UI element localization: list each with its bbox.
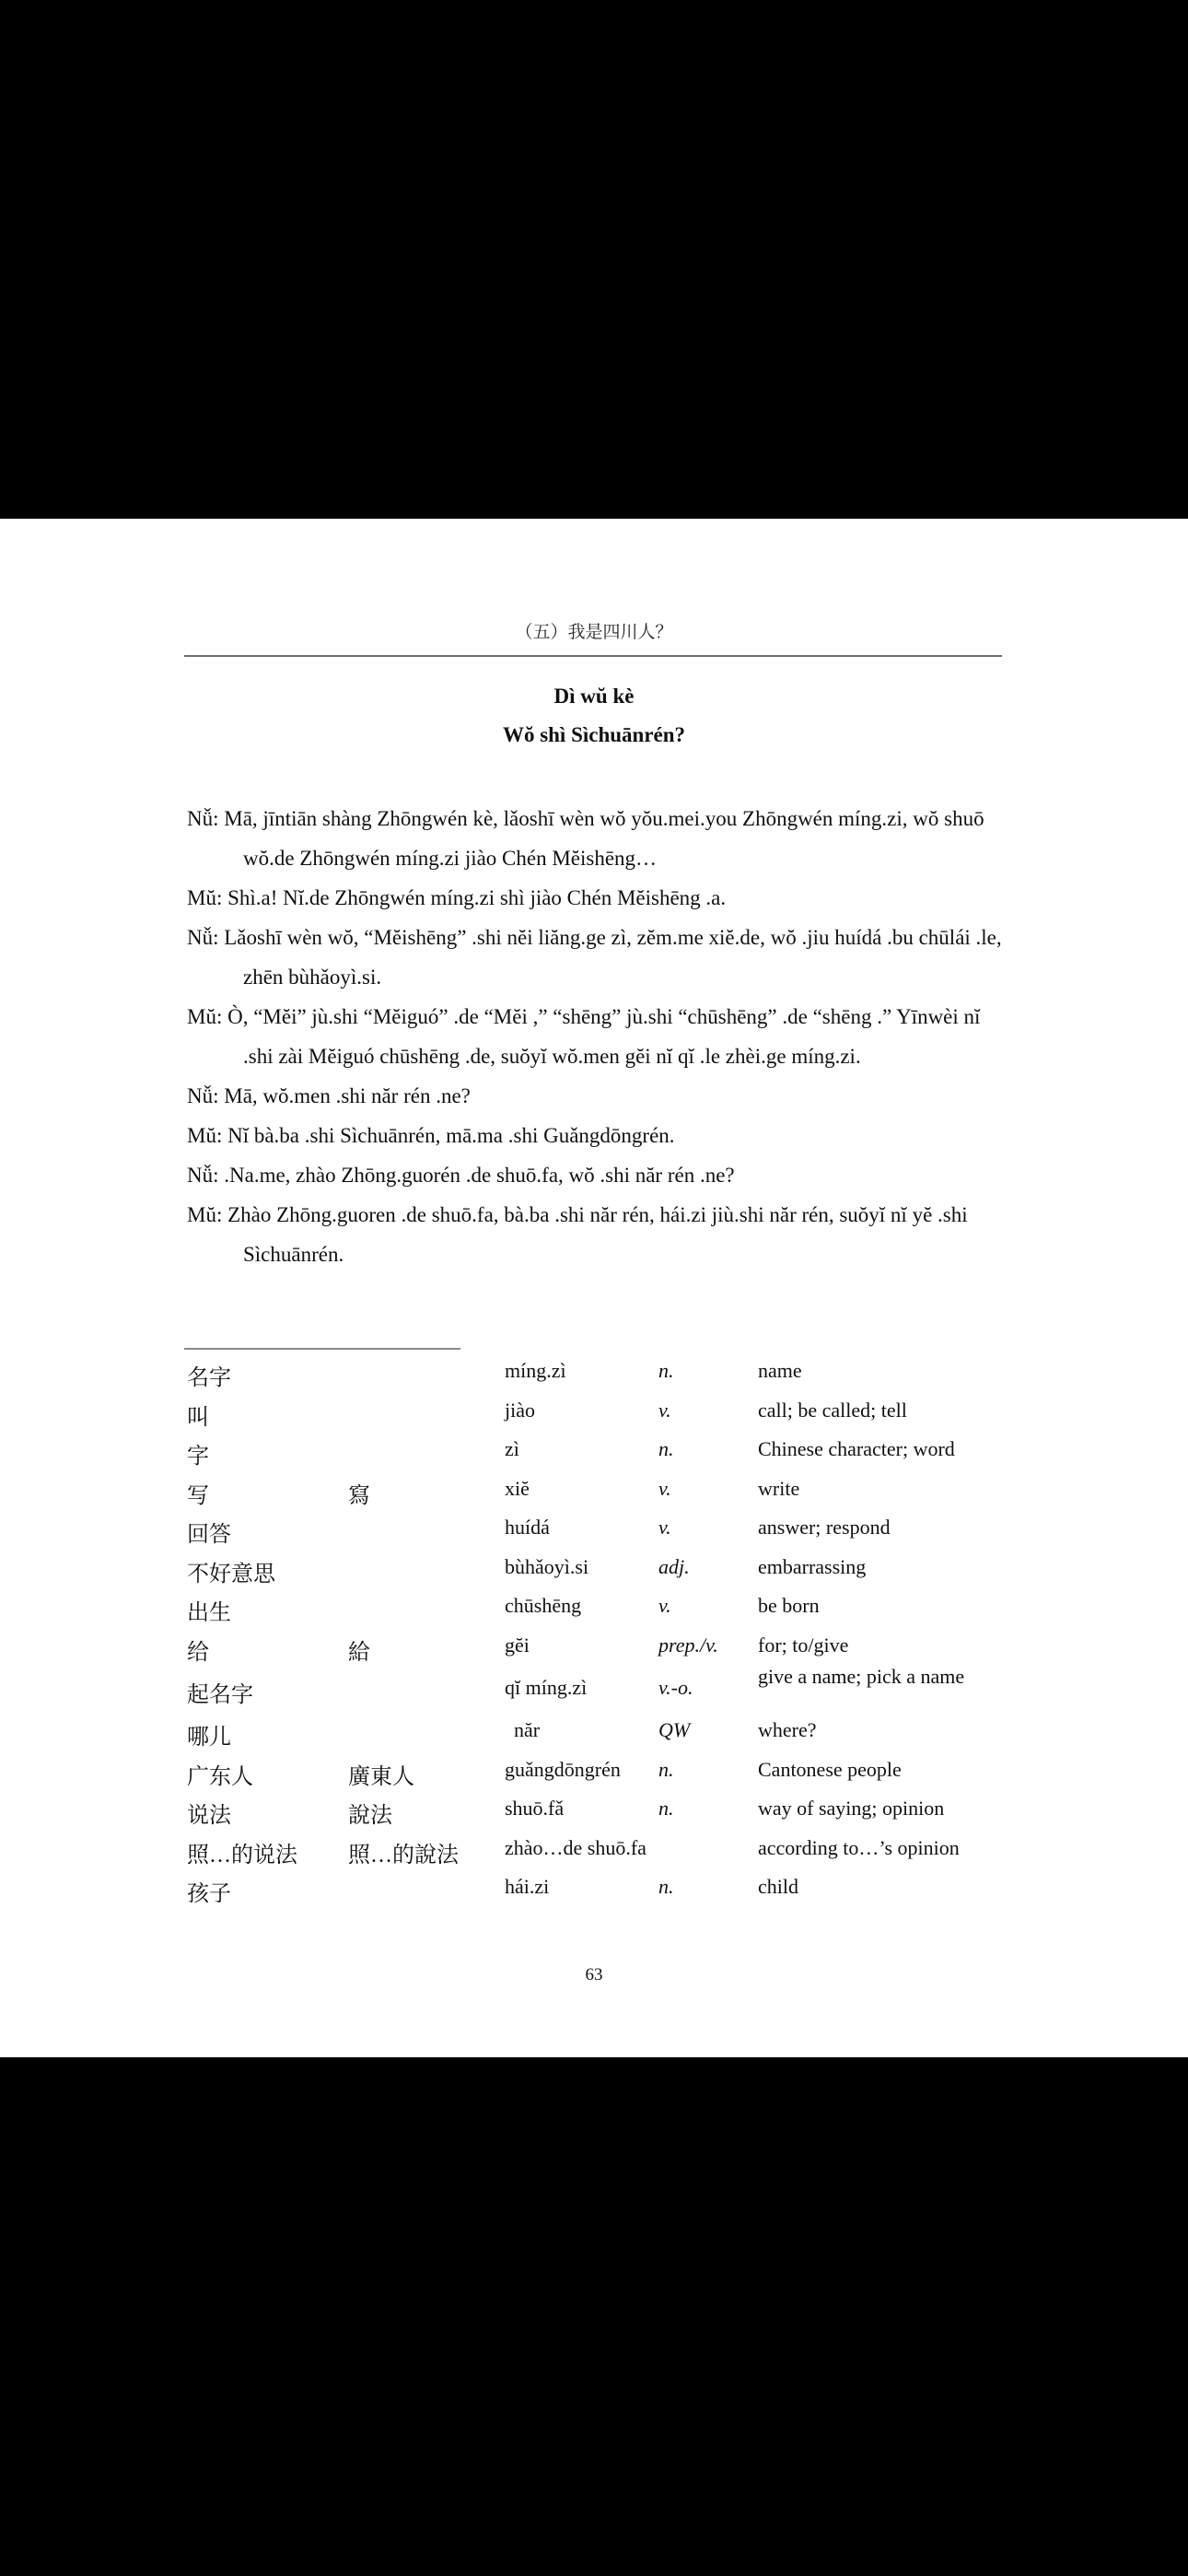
vocab-pinyin: bùhǎoyì.si	[505, 1554, 589, 1578]
dialogue-turn	[187, 918, 1007, 997]
vocab-pinyin: jiào	[505, 1398, 535, 1422]
turn-text: Nĭ bà.ba .shi Sìchuānrén, mā.ma .shi Guǎngdōngrén.	[227, 1124, 675, 1147]
vocab-english: write	[758, 1476, 800, 1500]
vocab-simplified: 照…的说法	[187, 1843, 297, 1868]
speaker-label: Nǚ:	[187, 1164, 219, 1187]
vocab-entry	[187, 1391, 1007, 1431]
vocab-simplified: 给	[187, 1640, 209, 1665]
vocab-part-of-speech: adj.	[658, 1554, 690, 1578]
vocab-english: Cantonese people	[758, 1757, 902, 1781]
vocab-entry	[187, 1352, 1007, 1391]
vocab-simplified: 字	[187, 1445, 209, 1469]
vocab-part-of-speech: n.	[658, 1437, 674, 1460]
speaker-label: Nǚ:	[187, 926, 219, 949]
dialogue-turn	[187, 799, 1007, 878]
vocab-traditional: 給	[348, 1640, 370, 1665]
vocab-traditional: 廣東人	[348, 1764, 414, 1789]
vocab-english: embarrassing	[758, 1554, 867, 1578]
vocab-pinyin: guǎngdōngrén	[505, 1757, 621, 1781]
vocab-entry	[187, 1665, 1007, 1711]
vocab-entry	[187, 1548, 1007, 1587]
vocab-pinyin: shuō.fǎ	[505, 1797, 565, 1820]
vocab-traditional: 寫	[348, 1483, 370, 1508]
turn-text: Zhào Zhōng.guoren .de shuō.fa, bà.ba .shi năr rén, hái.zi jiù.shi năr rén, suŏyĭ nĭ yĕ .shi Sìchuānrén.	[227, 1203, 968, 1266]
turn-text: Shì.a! Nĭ.de Zhōngwén míng.zi shì jiào Chén Mĕishēng .a.	[227, 886, 727, 909]
vocab-simplified: 回答	[187, 1523, 231, 1547]
vocab-pinyin: năr	[514, 1718, 541, 1741]
vocab-english: give a name; pick a name	[758, 1665, 965, 1688]
speaker-label: Mŭ:	[187, 1124, 223, 1147]
vocab-entry	[187, 1469, 1007, 1509]
speaker-label: Mŭ:	[187, 1203, 223, 1226]
dialogue-turn	[187, 1195, 1007, 1274]
vocab-entry	[187, 1626, 1007, 1666]
dialogue	[187, 799, 1007, 1274]
vocab-entry	[187, 1789, 1007, 1829]
vocab-simplified: 出生	[187, 1601, 231, 1625]
lesson-number: Dì wŭ kè	[553, 685, 635, 708]
turn-text: Mā, jīntiān shàng Zhōngwén kè, lǎoshī wèn wŏ yŏu.mei.you Zhōngwén míng.zi, wŏ shuō wŏ.de Zhōngwén míng.zi jiào Chén Mĕishēng…	[224, 807, 984, 870]
vocab-pinyin: chūshēng	[505, 1594, 582, 1617]
vocab-simplified: 名字	[187, 1366, 231, 1390]
vocab-traditional: 說法	[348, 1804, 392, 1828]
vocab-english: call; be called; tell	[758, 1398, 907, 1422]
speaker-label: Mŭ:	[187, 1005, 223, 1028]
vocab-simplified: 广东人	[187, 1764, 253, 1789]
vocab-simplified: 不好意思	[187, 1562, 275, 1587]
vocab-part-of-speech: n.	[658, 1757, 674, 1781]
dialogue-turn	[187, 1155, 1007, 1195]
vocab-english: according to…’s opinion	[758, 1835, 960, 1859]
turn-text: Lǎoshī wèn wŏ, “Mĕishēng” .shi nĕi liăng.ge zì, zĕm.me xiĕ.de, wŏ .jiu huídá .bu chūlái .le, zhēn bùhǎoyì.si.	[224, 926, 1002, 989]
vocab-entry	[187, 1829, 1007, 1868]
lesson-title: Wŏ shì Sìchuānrén?	[502, 723, 686, 746]
vocab-pinyin: zì	[505, 1437, 519, 1460]
vocab-pinyin: hái.zi	[505, 1875, 550, 1898]
vocab-part-of-speech: n.	[658, 1797, 674, 1820]
page-number: 63	[585, 1965, 603, 1985]
vocab-traditional: 照…的說法	[348, 1843, 459, 1868]
vocab-simplified: 叫	[187, 1405, 209, 1430]
vocab-pinyin: huídá	[505, 1516, 550, 1539]
vocabulary-list	[187, 1352, 1007, 1907]
speaker-label: Mŭ:	[187, 886, 223, 909]
vocab-english: where?	[758, 1718, 817, 1741]
vocab-english: answer; respond	[758, 1516, 891, 1539]
vocab-entry	[187, 1587, 1007, 1626]
turn-text: Ò, “Mĕi” jù.shi “Mĕiguó” .de “Mĕi ,” “shēng” jù.shi “chūshēng” .de “shēng .” Yīnwèi nĭ .shi zài Mĕiguó chūshēng .de, suŏyĭ wŏ.men gĕi nĭ qĭ .le zhèi.ge míng.zi.	[227, 1005, 981, 1068]
vocab-part-of-speech: n.	[658, 1875, 674, 1898]
vocab-entry	[187, 1751, 1007, 1790]
vocab-simplified: 孩子	[187, 1882, 231, 1906]
turn-text: .Na.me, zhào Zhōng.guorén .de shuō.fa, wŏ .shi năr rén .ne?	[224, 1164, 735, 1187]
vocab-entry	[187, 1430, 1007, 1469]
vocab-pinyin: xiĕ	[505, 1476, 530, 1500]
vocab-part-of-speech: v.	[658, 1398, 671, 1422]
vocab-part-of-speech: v.	[658, 1476, 671, 1500]
dialogue-turn	[187, 1076, 1007, 1116]
speaker-label: Nǚ:	[187, 807, 219, 830]
vocab-part-of-speech: v.	[658, 1594, 671, 1617]
vocab-english: child	[758, 1875, 798, 1898]
vocab-entry	[187, 1508, 1007, 1548]
vocab-pinyin: zhào…de shuō.fa	[505, 1835, 646, 1859]
vocab-english: for; to/give	[758, 1633, 849, 1657]
vocab-english: Chinese character; word	[758, 1437, 955, 1460]
book-page	[0, 519, 1188, 2057]
vocab-english: name	[758, 1359, 802, 1382]
turn-text: Mā, wŏ.men .shi năr rén .ne?	[224, 1084, 471, 1107]
dialogue-turn	[187, 997, 1007, 1076]
vocab-entry	[187, 1868, 1007, 1907]
speaker-label: Nǚ:	[187, 1084, 219, 1107]
vocab-pinyin: qĭ míng.zì	[505, 1676, 588, 1699]
vocab-entry	[187, 1711, 1007, 1751]
vocab-pinyin: míng.zì	[505, 1359, 566, 1382]
vocab-english: be born	[758, 1594, 820, 1617]
running-header: （五）我是四川人？	[515, 623, 673, 642]
vocab-simplified: 说法	[187, 1804, 231, 1828]
vocab-simplified: 哪儿	[187, 1726, 231, 1750]
vocab-english: way of saying; opinion	[758, 1797, 945, 1820]
vocab-part-of-speech: QW	[658, 1718, 691, 1741]
vocab-part-of-speech: v.	[658, 1516, 671, 1539]
vocab-part-of-speech: v.-o.	[658, 1676, 693, 1699]
vocab-simplified: 写	[187, 1483, 209, 1508]
vocab-part-of-speech: n.	[658, 1359, 674, 1382]
vocab-simplified: 起名字	[187, 1683, 253, 1707]
dialogue-turn	[187, 878, 1007, 918]
vocabulary-rule	[184, 1348, 460, 1350]
vocab-part-of-speech: prep./v.	[658, 1633, 718, 1657]
header-rule	[184, 655, 1002, 657]
vocab-pinyin: gĕi	[505, 1633, 530, 1657]
dialogue-turn	[187, 1116, 1007, 1155]
